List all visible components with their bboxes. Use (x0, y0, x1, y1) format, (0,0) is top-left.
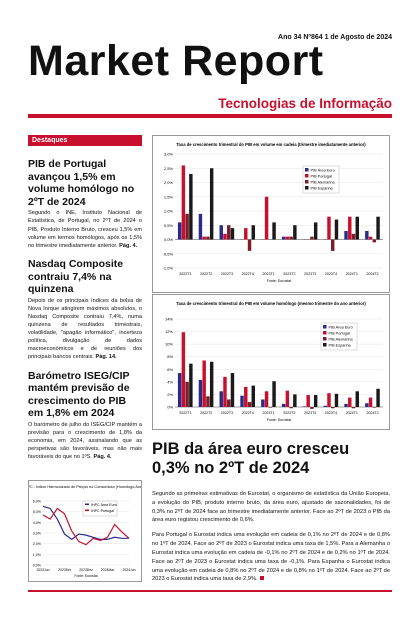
bar (344, 231, 347, 240)
bar (248, 402, 251, 407)
bar (178, 222, 181, 239)
bar (365, 403, 368, 407)
legend-label: PIB Espanha (310, 186, 333, 191)
bar (356, 217, 359, 240)
body-paragraph: Para Portugal o Eurostat indica uma evolução em cadeia de 0,1% no 2ºT de 2024 e de 0,8% no 1ºT de 2024. Face ao 2ºT de 2023 o Eurostat indica uma taxa de 1,5%. Para a Alemanha o Eurostat indica uma evolução em cadeia de -0,1% no 2ºT de 2024 e de 0,2% no 1ºT de 2024. Face ao 2ºT de 2023 o Eurostat indica uma taxa de -0,1%. Para Espanha o Eurostat indica uma evolução em cadeia de 0,8% no 2ºT de 2024 e de 0,8% no 1ºT de 2024. Face ao 2ºT de 2023 o Eurostat indica uma taxa de 2,9%. (152, 532, 390, 583)
bar (182, 165, 185, 239)
bar (369, 398, 372, 407)
chart-source: Fonte: Eurostat (266, 279, 292, 283)
x-tick-label: 2022T4 (241, 272, 254, 276)
chart-ihpc-svg (29, 481, 141, 581)
bar (303, 406, 306, 407)
bar (306, 395, 309, 407)
header-rule (28, 114, 392, 118)
bar (369, 237, 372, 240)
article-page-ref: Pág. 4. (119, 242, 138, 249)
bar (310, 407, 313, 409)
y-tick-label: 0,5% (163, 222, 173, 228)
sidebar-article-nasdaq (28, 258, 142, 362)
chart-source: Fonte: Eurostat (74, 574, 98, 578)
bar (352, 234, 355, 240)
bar (289, 407, 292, 408)
article-page-ref: Pág. 14. (95, 354, 117, 361)
bar (293, 225, 296, 239)
bar (324, 406, 327, 407)
y-tick-label: 2,5% (163, 165, 173, 171)
legend-label: PIB Portugal (328, 331, 350, 336)
issue-line: Ano 34 Nº864 1 de Agosto de 2024 (278, 34, 392, 41)
bar (227, 225, 230, 239)
bar (244, 228, 247, 239)
bar (206, 396, 209, 407)
bar (189, 364, 192, 407)
x-tick-label: 2023Jun (36, 568, 50, 572)
bar (223, 377, 226, 407)
main-article-body (152, 490, 390, 590)
bar (178, 373, 181, 407)
y-tick-label: 2% (167, 391, 173, 397)
bar (227, 399, 230, 407)
bar (331, 407, 334, 408)
article-title: Barómetro ISEG/CIP mantém previsão de crescimento do PIB em 1,8% em 2024 (28, 369, 130, 420)
bar (376, 389, 379, 407)
chart-source: Fonte: Eurostat (266, 418, 292, 422)
sidebar-article-pib-portugal (28, 158, 142, 250)
bar (202, 360, 205, 407)
x-tick-label: 2023T3 (304, 272, 317, 276)
x-tick-label: 2022T1 (179, 272, 192, 276)
y-tick-label: 10% (164, 341, 173, 347)
x-tick-label: 2023T4 (324, 272, 338, 276)
y-tick-label: 6,0% (32, 499, 41, 504)
y-tick-label: 0% (167, 404, 173, 410)
destaques-label: Destaques (28, 135, 142, 146)
bar (282, 237, 285, 240)
legend-swatch (305, 180, 309, 184)
legend-label: PIB Alemanha (310, 180, 335, 185)
bar (220, 225, 223, 239)
bar (289, 237, 292, 240)
legend-swatch (305, 174, 309, 178)
bar (248, 240, 251, 251)
chart-title: Taxa de crescimento trimestral do PIB em volume homólogo (mesmo trimestre do ano anterior) (176, 301, 366, 306)
legend-label: PIB Portugal (310, 174, 332, 179)
article-title: PIB de Portugal avançou 1,5% em volume homólogo no 2ºT de 2024 (28, 158, 135, 208)
bar (314, 395, 317, 407)
bar (344, 404, 347, 407)
bar (199, 380, 202, 407)
y-tick-label: 2,0% (163, 180, 173, 185)
bar (373, 240, 376, 243)
y-tick-label: 1,0% (163, 208, 173, 214)
article-body: Depois de os principais índices da bolsa de Nova Iorque atingirem máximos absolutos, o Nasdaq Composite contraiu 7,4%, numa quinzena de resultados trimestrais, volatilidade, "apagão informático", incerteza política, divulgação de dados macroeconómicos e de reuniões dos principais bancos centrais. Pág. 14. (28, 297, 142, 361)
x-tick-label: 2022T4 (241, 411, 254, 415)
legend-swatch (323, 343, 327, 347)
x-tick-label: 2023Set (58, 568, 71, 572)
x-tick-label: 2023T2 (283, 411, 296, 415)
chart-title: Taxa de crescimento trimestral do PIB em volume em cadeia (trimestre imediatamente anterior) (176, 142, 366, 147)
legend-label: IHPC Área Euro (91, 503, 117, 507)
article-body: O barómetro de julho do ISEG/CIP mantém a previsão para o crescimento de 1,8% da economia, em 2024, assinalando que as perspetivas são favoráveis, mas não mais favoráveis do que no 1ºS. Pág. 4. (28, 421, 142, 461)
legend-label: PIB Área Euro (328, 325, 353, 330)
legend-label: PIB Espanha (328, 343, 351, 348)
bar (293, 394, 296, 407)
x-tick-label: 2022T1 (179, 411, 192, 415)
footer-rule (28, 590, 392, 592)
x-tick-label: 2023T1 (262, 411, 275, 415)
article-page-ref: Pág. 4. (93, 454, 112, 461)
x-tick-label: 2024T1 (345, 272, 358, 276)
bar (231, 373, 234, 407)
legend-label: PIB Área Euro (310, 168, 335, 173)
chart-pib-homologo (152, 294, 390, 430)
y-tick-label: 14% (164, 316, 173, 322)
legend-swatch (323, 337, 327, 341)
legend-swatch (85, 504, 89, 506)
bar (223, 234, 226, 240)
x-tick-label: 2024Mar (100, 568, 115, 572)
x-tick-label: 2023T4 (324, 411, 338, 415)
x-tick-label: 2022T3 (220, 272, 234, 276)
chart-pib-homologo-svg (153, 295, 389, 429)
bar (335, 394, 338, 407)
legend-swatch (323, 331, 327, 335)
y-tick-label: -1,0% (162, 265, 173, 271)
bar (244, 387, 247, 407)
x-tick-label: 2023T1 (262, 272, 275, 276)
y-tick-label: 0,0% (163, 237, 173, 242)
bar (314, 222, 317, 239)
bar (182, 332, 185, 407)
x-tick-label: 2024T2 (366, 411, 379, 415)
y-tick-label: 8% (167, 354, 173, 360)
x-tick-label: 2023Dez (79, 568, 93, 572)
bar (327, 217, 330, 240)
bar (210, 168, 213, 239)
bar (220, 391, 223, 407)
sidebar-article-barometro (28, 370, 142, 462)
body-paragraph: Segundo as primeiras estimativas do Eurostat, o organismo de estatística da União Europeia, a evolução do PIB, produto interno bruto, da área euro, ajustado de sazonalidades, foi de 0,3% no 2ºT de 2024 face ao trimestre imediatamente anterior. Face ao 2ºT de 2023 o PIB da área euro registou crescimento de 0,6%. (152, 491, 390, 524)
chart-pib-cadeia (152, 135, 390, 293)
bar (365, 231, 368, 240)
bar (206, 237, 209, 240)
end-mark (260, 576, 264, 580)
article-title: Nasdaq Composite contraiu 7,4% na quinzena (28, 257, 124, 296)
y-tick-label: 0,0% (32, 563, 41, 568)
bar (352, 407, 355, 408)
chart-ihpc (28, 480, 142, 582)
bar (282, 404, 285, 407)
x-tick-label: 2024T2 (366, 272, 379, 276)
y-tick-label: 4% (167, 379, 173, 385)
y-tick-label: 2,0% (32, 542, 41, 547)
bar (348, 398, 351, 407)
y-tick-label: 3,0% (163, 151, 173, 157)
bar (265, 197, 268, 240)
x-tick-label: 2022T2 (200, 272, 213, 276)
bar (356, 391, 359, 407)
x-tick-label: 2023T3 (304, 411, 317, 415)
bar (185, 214, 188, 240)
bar (331, 240, 334, 251)
bar (348, 217, 351, 240)
legend-label: PIB Alemanha (328, 337, 353, 342)
legend-swatch (305, 186, 309, 190)
y-tick-label: 4,0% (32, 520, 41, 525)
bar (202, 237, 205, 240)
legend-swatch (305, 168, 309, 172)
bar (199, 214, 202, 240)
bar (269, 407, 272, 408)
bar (335, 220, 338, 240)
y-tick-label: -0,5% (162, 251, 173, 257)
legend-label: IHPC Portugal (91, 509, 114, 513)
y-tick-label: 1,0% (32, 552, 41, 557)
bar (286, 237, 289, 240)
bar (210, 362, 213, 407)
main-headline: PIB da área euro cresceu 0,3% no 2ºT de 2024 (152, 440, 350, 477)
bar (272, 222, 275, 239)
legend-swatch (85, 510, 89, 512)
bar (261, 399, 264, 407)
x-tick-label: 2022T2 (200, 411, 213, 415)
bar (265, 391, 268, 407)
sidebar (28, 135, 142, 462)
y-tick-label: 12% (164, 329, 173, 335)
bar (286, 391, 289, 407)
bar (310, 237, 313, 240)
y-tick-label: 5,0% (32, 510, 41, 515)
bar (376, 217, 379, 240)
x-tick-label: 2023T2 (283, 272, 296, 276)
chart-pib-cadeia-svg (153, 136, 389, 292)
masthead-title: Market Report (28, 37, 324, 85)
x-tick-label: 2024T1 (345, 411, 358, 415)
bar (231, 228, 234, 239)
y-tick-label: 1,5% (163, 194, 173, 200)
legend-swatch (323, 325, 327, 329)
bar (240, 396, 243, 407)
x-tick-label: 2022T3 (220, 411, 234, 415)
bar (327, 393, 330, 407)
bar (185, 382, 188, 407)
bar (189, 174, 192, 240)
article-body: Segundo o INE, Instituto Nacional de Estatística, de Portugal, no 2ºT de 2024 o PIB, Produto Interno Bruto, cresceu 1,5% em volume em termos homólogos, após os 1,5% no trimestre imediatamente anterior. Pág. 4. (28, 210, 142, 249)
masthead-subtitle: Tecnologias de Informação (218, 96, 392, 111)
bar (373, 407, 376, 408)
bar (252, 386, 255, 407)
bar (272, 381, 275, 407)
y-tick-label: 3,0% (32, 531, 41, 536)
x-tick-label: 2024Jun (122, 568, 136, 572)
bar (252, 225, 255, 239)
y-tick-label: 6% (167, 366, 173, 372)
chart-title: IHPC - Índice Harmonizado de Preços no Consumidor (Homólogo Anual) (29, 485, 141, 489)
